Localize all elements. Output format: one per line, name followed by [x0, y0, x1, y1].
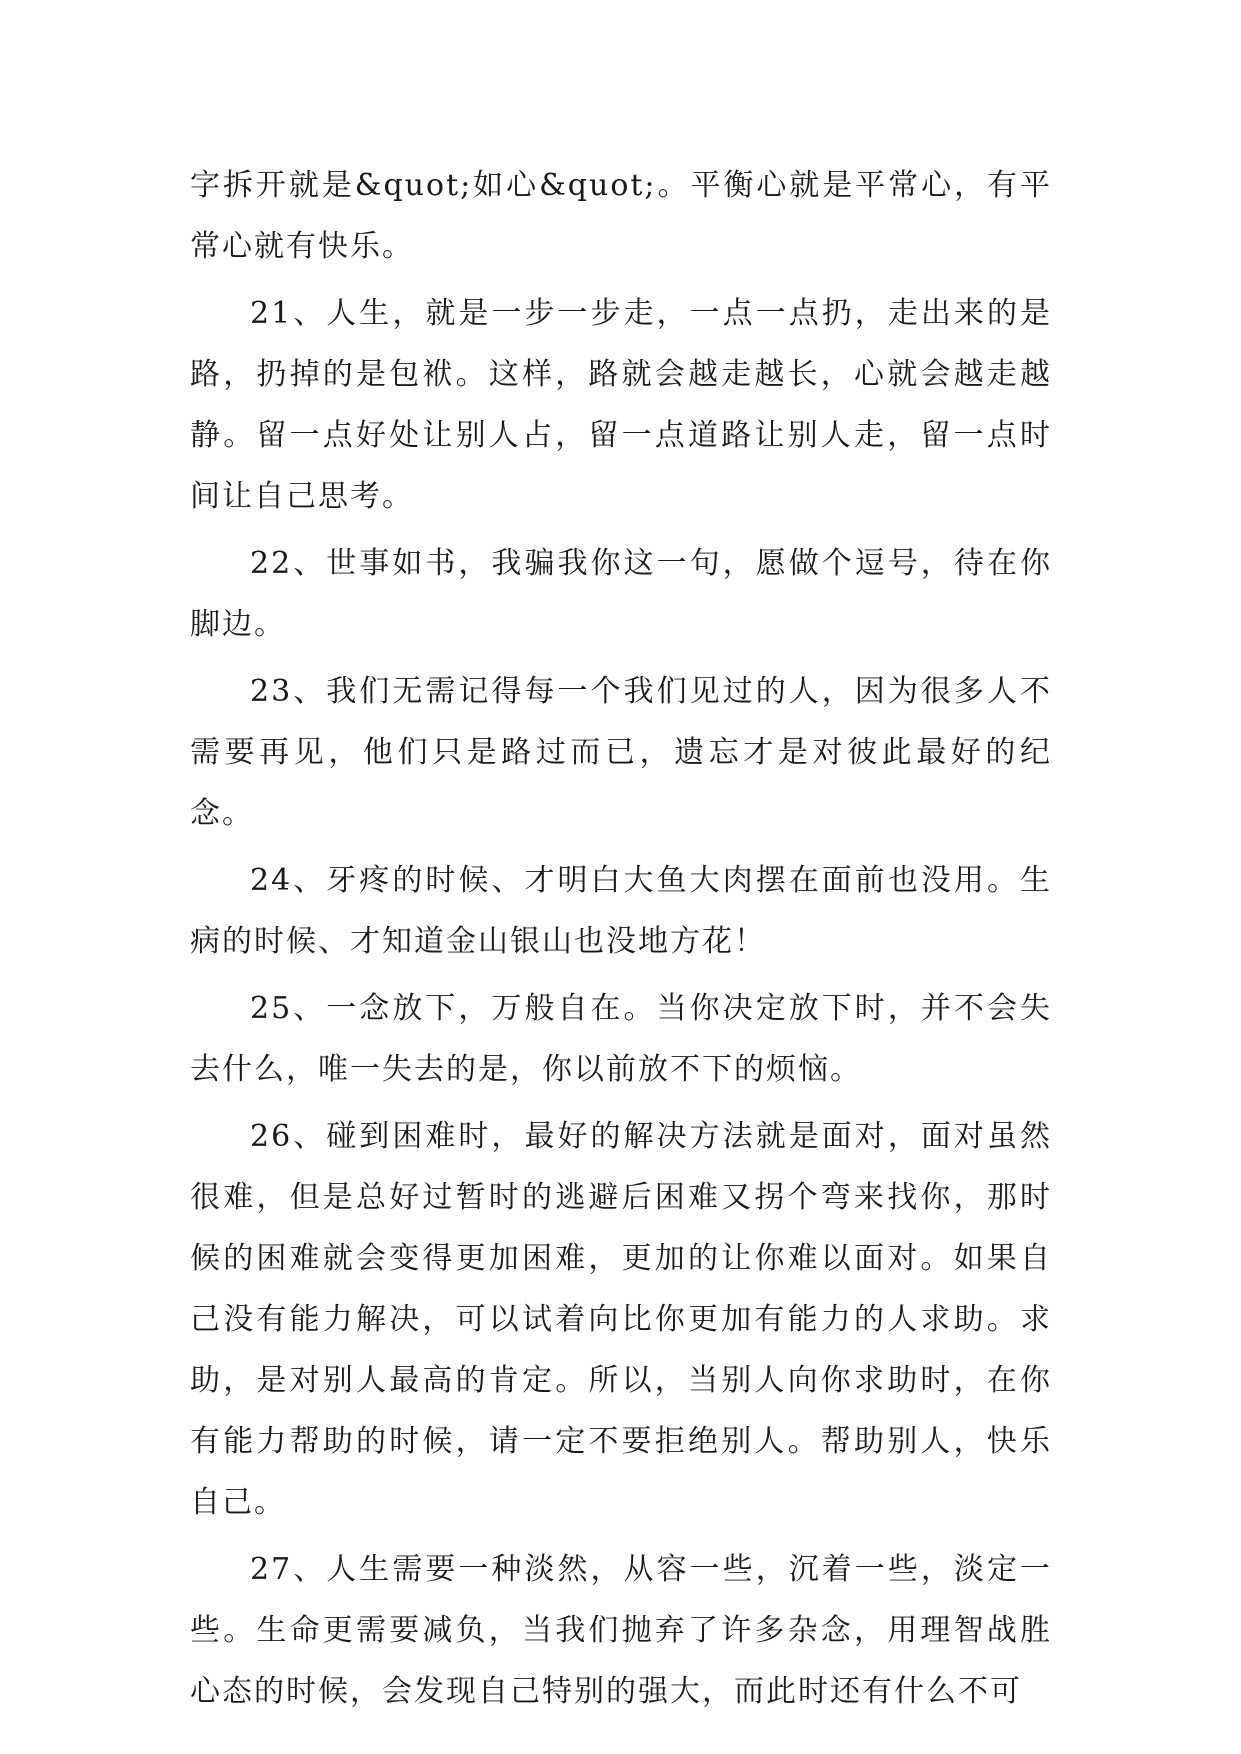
document-body	[190, 155, 1052, 1728]
paragraph-23: 23、我们无需记得每一个我们见过的人，因为很多人不需要再见，他们只是路过而已，遗忘才是对彼此最好的纪念。	[190, 674, 1052, 831]
paragraph-24: 24、牙疼的时候、才明白大鱼大肉摆在面前也没用。生病的时候、才知道金山银山也没地方花！	[190, 863, 1052, 959]
paragraph-26: 26、碰到困难时，最好的解决方法就是面对，面对虽然很难，但是总好过暂时的逃避后困难又拐个弯来找你，那时候的困难就会变得更加困难，更加的让你难以面对。如果自己没有能力解决，可以试着向比你更加有能力的人求助。求助，是对别人最高的肯定。所以，当别人向你求助时，在你有能力帮助的时候，请一定不要拒绝别人。帮助别人，快乐自己。	[190, 1119, 1052, 1520]
paragraph-continuation: 字拆开就是&quot;如心&quot;。平衡心就是平常心，有平常心就有快乐。	[190, 168, 1052, 264]
paragraph-25: 25、一念放下，万般自在。当你决定放下时，并不会失去什么，唯一失去的是，你以前放不下的烦恼。	[190, 991, 1052, 1087]
paragraph-27: 27、人生需要一种淡然，从容一些，沉着一些，淡定一些。生命更需要减负，当我们抛弃了许多杂念，用理智战胜心态的时候，会发现自己特别的强大，而此时还有什么不可	[190, 1552, 1052, 1709]
paragraph-21: 21、人生，就是一步一步走，一点一点扔，走出来的是路，扔掉的是包袱。这样，路就会越走越长，心就会越走越静。留一点好处让别人占，留一点道路让别人走，留一点时间让自己思考。	[190, 296, 1052, 514]
paragraph-22: 22、世事如书，我骗我你这一句，愿做个逗号，待在你脚边。	[190, 546, 1052, 642]
